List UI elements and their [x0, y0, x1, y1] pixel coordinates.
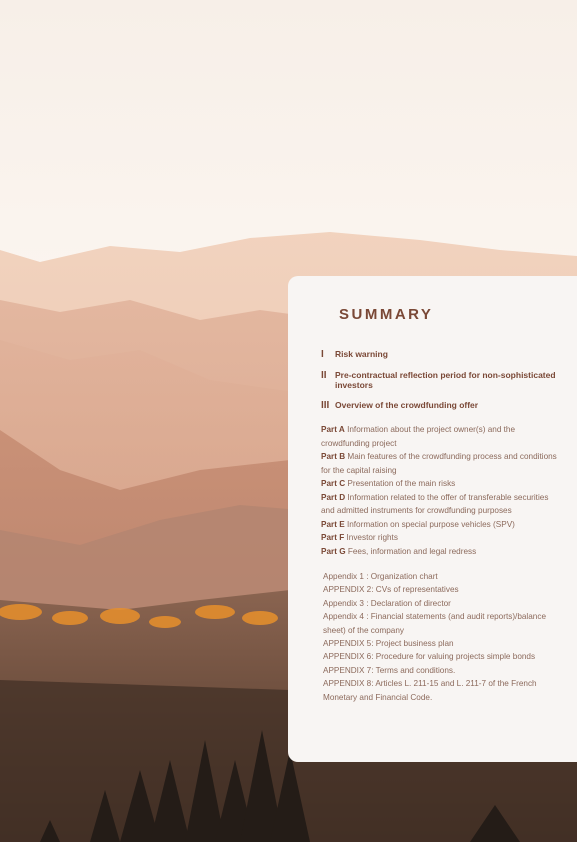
- part-item[interactable]: [321, 545, 557, 559]
- part-code: Part F: [321, 533, 345, 542]
- appendix-item[interactable]: APPENDIX 8: Articles L. 211-15 and L. 211-7 of the French Monetary and Financial Code.: [323, 679, 537, 702]
- part-code: Part A: [321, 425, 345, 434]
- part-code: Part G: [321, 546, 346, 556]
- summary-panel: [288, 276, 577, 762]
- part-item[interactable]: [321, 531, 557, 545]
- section-list: [321, 349, 557, 411]
- section-item[interactable]: [321, 349, 557, 360]
- parts-list: [321, 423, 557, 558]
- section-numeral: III: [321, 400, 330, 411]
- part-text: Investor rights: [346, 533, 398, 542]
- part-item[interactable]: [321, 518, 557, 532]
- part-code: Part D: [321, 492, 346, 502]
- part-text: Information related to the offer of transferable securities and admitted instruments for crowdfunding purposes: [321, 492, 549, 515]
- appendix-item[interactable]: APPENDIX 5: Project business plan: [323, 639, 454, 649]
- part-text: Presentation of the main risks: [347, 479, 456, 488]
- section-label: Risk warning: [335, 349, 388, 359]
- part-item[interactable]: [321, 423, 557, 450]
- part-item[interactable]: [321, 477, 557, 491]
- appendix-list: [321, 570, 557, 704]
- appendix-item[interactable]: Appendix 3 : Declaration of director: [323, 598, 451, 608]
- appendix-item[interactable]: Appendix 4 : Financial statements (and audit reports)/balance sheet) of the company: [323, 612, 547, 635]
- section-numeral: II: [321, 370, 327, 381]
- section-label: Pre-contractual reflection period for non-sophisticated investors: [335, 370, 556, 390]
- part-code: Part B: [321, 452, 346, 461]
- summary-title: SUMMARY: [339, 306, 434, 323]
- part-text: Main features of the crowdfunding process and conditions for the capital raising: [321, 452, 557, 475]
- appendix-item[interactable]: APPENDIX 7: Terms and conditions.: [323, 665, 456, 675]
- part-text: Fees, information and legal redress: [347, 546, 477, 556]
- part-code: Part E: [321, 519, 345, 529]
- appendix-item[interactable]: APPENDIX 6: Procedure for valuing projects simple bonds: [323, 652, 536, 662]
- part-item[interactable]: [321, 450, 557, 477]
- part-code: Part C: [321, 479, 346, 488]
- appendix-item[interactable]: APPENDIX 2: CVs of representatives: [323, 585, 459, 595]
- section-label: Overview of the crowdfunding offer: [335, 400, 479, 410]
- section-item[interactable]: [321, 370, 557, 390]
- part-item[interactable]: [321, 491, 557, 518]
- appendix-item[interactable]: Appendix 1 : Organization chart: [323, 572, 438, 581]
- section-item[interactable]: [321, 400, 557, 411]
- section-numeral: I: [321, 349, 324, 360]
- part-text: Information on special purpose vehicles (SPV): [346, 519, 515, 529]
- part-text: Information about the project owner(s) and the crowdfunding project: [321, 425, 516, 448]
